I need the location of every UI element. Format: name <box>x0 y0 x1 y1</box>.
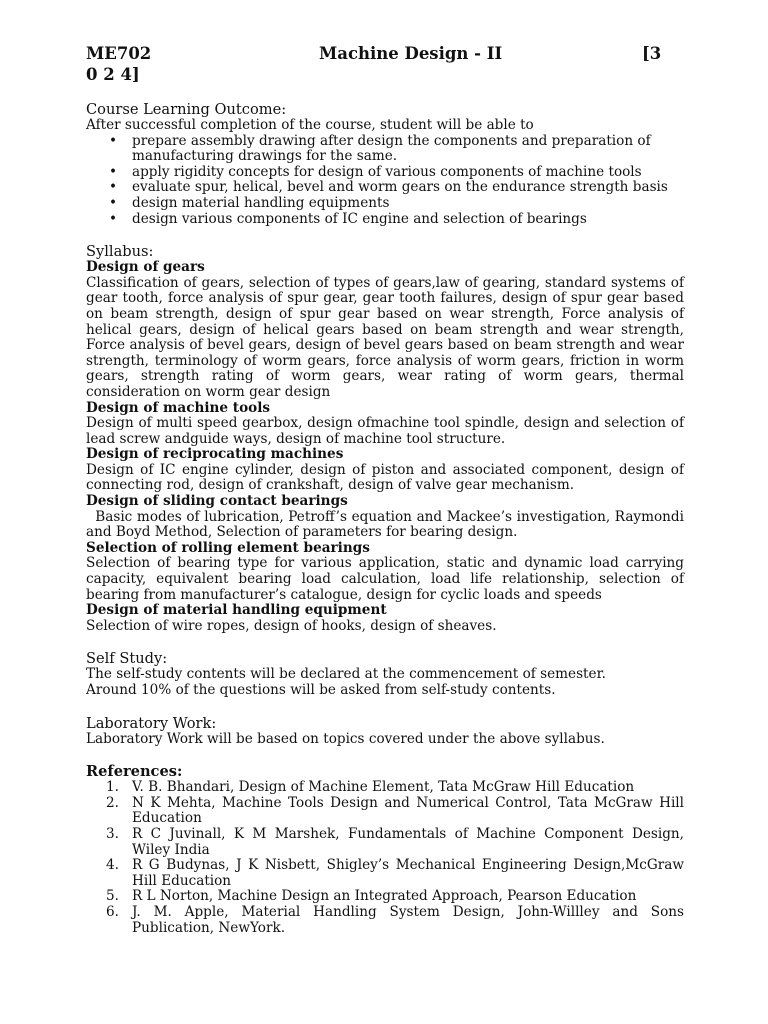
reference-text: R G Budynas, J K Nisbett, Shigley’s Mechanical Engineering Design,McGraw Hill Education <box>132 857 684 889</box>
references-heading: References: <box>86 763 183 781</box>
reference-item <box>106 903 684 936</box>
outcome-list <box>86 134 684 228</box>
topic-title: Design of reciprocating machines <box>86 446 344 463</box>
reference-item <box>106 857 684 889</box>
reference-text: J. M. Apple, Material Handling System Design, John-Willley and Sons Publication, NewYork. <box>132 903 684 936</box>
topic-body: Selection of wire ropes, design of hooks, design of sheaves. <box>86 617 497 634</box>
reference-number: 4. <box>106 857 119 874</box>
topic-body: Classification of gears, selection of types of gears,law of gearing, standard systems of gear tooth, force analysis of spur gear, gear tooth failures, design of spur gear based on beam strength, design of spur gear based on wear strength, Force analysis of helical gears, design of helical gears based on beam strength and wear strength, Force analysis of bevel gears, design of bevel gears based on beam strength and wear strength, terminology of worm gears, force analysis of worm gears, friction in worm gears, strength rating of worm gears, wear rating of worm gears, thermal consideration on worm gear design <box>86 274 684 400</box>
self-study-heading: Self Study: <box>86 650 168 668</box>
self-study-line: Around 10% of the questions will be asked from self-study contents. <box>86 682 556 698</box>
course-credits-rest: 0 2 4] <box>86 65 140 84</box>
reference-item <box>106 825 684 858</box>
outcome-intro: After successful completion of the course, student will be able to <box>86 117 534 133</box>
syllabus-heading: Syllabus: <box>86 243 154 261</box>
topic-title: Design of machine tools <box>86 399 271 416</box>
topic-body: Design of IC engine cylinder, design of piston and associated component, design of connecting rod, design of crankshaft, design of valve gear mechanism. <box>86 461 684 494</box>
outcome-item: • evaluate spur, helical, bevel and worm gears on the endurance strength basis <box>132 180 684 196</box>
reference-number: 2. <box>106 794 119 811</box>
document-body <box>86 101 689 936</box>
reference-text: N K Mehta, Machine Tools Design and Numerical Control, Tata McGraw Hill Education <box>132 794 684 827</box>
reference-number: 6. <box>106 903 119 920</box>
reference-number: 5. <box>106 888 119 905</box>
reference-item <box>106 794 684 827</box>
outcome-item: • apply rigidity concepts for design of various components of machine tools <box>132 165 684 181</box>
topic-title: Design of material handling equipment <box>86 602 387 619</box>
reference-text: V. B. Bhandari, Design of Machine Element, Tata McGraw Hill Education <box>132 779 635 796</box>
outcome-heading: Course Learning Outcome: <box>86 101 287 118</box>
references-list <box>86 780 684 936</box>
topic-title: Selection of rolling element bearings <box>86 539 370 556</box>
course-code: ME702 <box>86 44 152 63</box>
lab-text: Laboratory Work will be based on topics covered under the above syllabus. <box>86 730 605 747</box>
reference-item <box>106 888 684 905</box>
outcome-item: • prepare assembly drawing after design the components and preparation of manufacturing drawings for the same. <box>132 134 684 165</box>
self-study-line: The self-study contents will be declared at the commencement of semester. <box>86 666 606 683</box>
reference-number: 1. <box>106 779 119 796</box>
topic-body: Basic modes of lubrication, Petroff’s equation and Mackee’s investigation, Raymondi and Boyd Method, Selection of parameters for bearing design. <box>86 508 689 541</box>
reference-text: R C Juvinall, K M Marshek, Fundamentals of Machine Component Design, Wiley India <box>132 825 684 858</box>
outcome-item: • design various components of IC engine and selection of bearings <box>132 212 684 228</box>
reference-item <box>106 779 684 796</box>
topic-title: Design of sliding contact bearings <box>86 493 348 510</box>
outcome-item: • design material handling equipments <box>132 196 684 212</box>
lab-heading: Laboratory Work: <box>86 714 217 732</box>
topic-body: Design of multi speed gearbox, design ofmachine tool spindle, design and selection of lead screw andguide ways, design of machine tool structure. <box>86 415 684 447</box>
reference-number: 3. <box>106 825 119 842</box>
course-credits-open: [3 <box>642 44 662 63</box>
topic-title: Design of gears <box>86 259 205 276</box>
topic-body: Selection of bearing type for various application, static and dynamic load carrying capacity, equivalent bearing load calculation, load life relationship, selection of bearing from manufacturer’s catalogue, design for cyclic loads and speeds <box>86 555 684 603</box>
course-title: Machine Design - II <box>319 44 503 63</box>
reference-text: R L Norton, Machine Design an Integrated Approach, Pearson Education <box>132 888 637 905</box>
